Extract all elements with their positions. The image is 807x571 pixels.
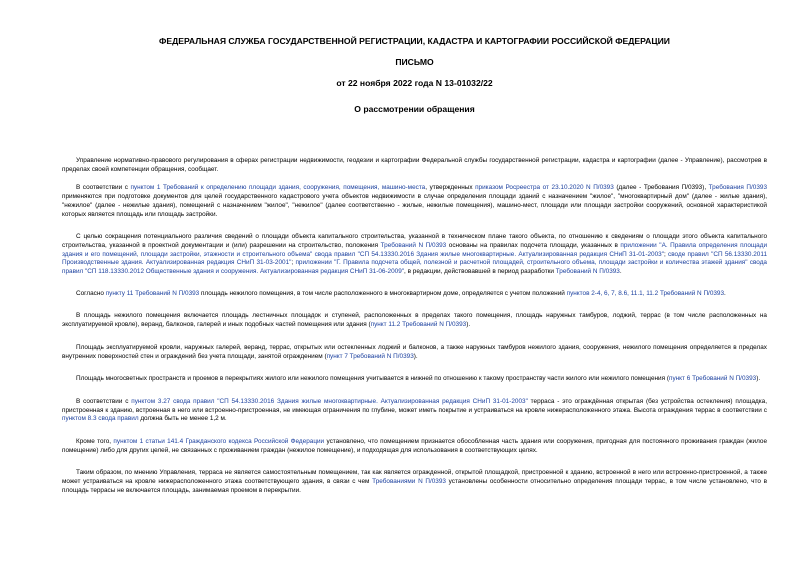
document-link[interactable]: пунктом 1 Требований к определению площади здания, сооружения, помещения, машино-места xyxy=(130,184,426,192)
paragraph xyxy=(62,157,767,174)
paragraph-text: , в редакции, действовавшей в период разработки xyxy=(404,268,556,276)
paragraph xyxy=(62,375,767,384)
document-link[interactable]: Требований N П/0393 xyxy=(555,268,620,276)
document-link[interactable]: приложении "Г. Правила подсчета общей, полезной и расчетной площадей, строительного объема, площади застройки и количества этажей здания" свода правил "СП 118.13330.2012 Общественные здания и сооружения. Актуализированная редакция СНиП 31-06-2009" xyxy=(62,259,767,276)
paragraph xyxy=(62,312,767,329)
paragraph-text: В соответствии с xyxy=(76,397,132,405)
paragraph xyxy=(62,398,767,424)
paragraph-text: ; xyxy=(291,259,296,267)
paragraph-text: установлены особенности относительно определения площади террас, в том числе установлено, что в площадь террасы не включается площадь, занимаемая проемом в перекрытии. xyxy=(62,478,768,494)
document-link[interactable]: пунктом 3.27 свода правил "СП 54.13330.2016 Здания жилые многоквартирные. Актуализированная редакция СНиП 31-01-2003" xyxy=(131,397,528,405)
paragraph-text: ). xyxy=(413,352,418,360)
paragraph-text: основаны на правилах подсчета площади, указанных в xyxy=(446,241,621,249)
document-link[interactable]: приказом Росреестра от 23.10.2020 N П/0393 xyxy=(475,184,614,192)
paragraph-text: ; xyxy=(663,250,669,258)
paragraph-text: применяются при подготовке документов для целей государственного кадастрового учета объектов недвижимости в случае определения площади зданий с назначением "жилое", "многоквартирный дом" (далее - жилые здания), "нежилое" (далее - нежилые здания), помещений с назначением "жилое", "нежилое" (далее соответственно - жилые, нежилые помещения), машино-мест, площади или площади застройки сооружений, основной характеристикой которых является площадь или площадь застройки. xyxy=(62,193,767,218)
paragraph-text: . xyxy=(724,289,726,297)
paragraph xyxy=(62,469,767,495)
paragraph-text: Площадь эксплуатируемой кровли, наружных галерей, веранд, террас, открытых или остекленных лоджий и балконов, а также наружных тамбуров нежилого здания, сооружения, нежилого помещения определяется в пределах внутренних поверхностей стен и ограждений без учета площади, занятой ограждением ( xyxy=(62,343,767,360)
paragraph-text: Площадь многосветных пространств и проемов в перекрытиях жилого или нежилого помещения учитывается в нижней по отношению к такому пространству части жилого или нежилого помещения ( xyxy=(76,375,669,383)
paragraph-text: Таким образом, по мнению Управления, терраса не является самостоятельным помещением, так как является огражденной, открытой площадкой, пристроенной к зданию, встроенной в него или встроенно-пристроенной, а также может устраиваться на кровле нижерасположенного этажа соответствующего здания, в связи с чем xyxy=(62,469,767,486)
document-link[interactable]: пункт 6 Требований N П/0393 xyxy=(669,375,757,383)
document-link[interactable]: пункт 11.2 Требований N П/0393 xyxy=(370,321,467,329)
paragraph xyxy=(62,233,767,277)
document-subject: О рассмотрении обращения xyxy=(354,104,475,114)
paragraph-text: В площадь нежилого помещения включается площадь лестничных площадок и ступеней, расположенных в пределах такого помещения, площадь наружных тамбуров, лоджий, террас (в том числе расположенных на эксплуатируемой кровле), веранд, балконов, галерей и иных подобных частей помещения или здания ( xyxy=(62,312,767,329)
document-type: ПИСЬМО xyxy=(395,57,434,67)
paragraph-text: В соответствии с xyxy=(76,184,131,192)
paragraph xyxy=(62,290,767,299)
paragraph-text: должна быть не менее 1,2 м. xyxy=(138,415,227,423)
document-link[interactable]: Требования П/0393 xyxy=(708,184,768,192)
paragraph-text: (далее - Требования П/0393), xyxy=(613,184,709,192)
paragraph xyxy=(62,344,767,361)
paragraph-text: Управление нормативно-правового регулирования в сферах регистрации недвижимости, геодезии и картографии Федеральной службы государственной регистрации, кадастра и картографии (далее - Управление), рассмотрев в пределах своей компетенции обращения, сообщает. xyxy=(62,157,767,173)
paragraph-text: . xyxy=(619,268,622,276)
paragraph-text: , утвержденных xyxy=(425,184,476,192)
paragraph-text: Согласно xyxy=(76,289,106,297)
agency-heading: ФЕДЕРАЛЬНАЯ СЛУЖБА ГОСУДАРСТВЕННОЙ РЕГИСТРАЦИИ, КАДАСТРА И КАРТОГРАФИИ РОССИЙСКОЙ ФЕДЕРАЦИИ xyxy=(159,36,670,46)
document-link[interactable]: Требованиями N П/0393 xyxy=(372,478,446,486)
document-link[interactable]: пункту 11 Требований N П/0393 xyxy=(105,289,200,297)
paragraph-text: площадь нежилого помещения, в том числе расположенного в многоквартирном доме, определяется с учетом положений xyxy=(199,289,567,297)
paragraph-text: Кроме того, xyxy=(76,438,114,446)
document-link[interactable]: пунктов 2-4, 6, 7, 8.6, 11.1, 11.2 Требований N П/0393 xyxy=(566,289,725,297)
paragraph-text: ). xyxy=(756,375,761,383)
paragraph-text: установлено, что помещением признается обособленная часть здания или сооружения, пригодная для постоянного проживания граждан (жилое помещение) либо для других целей, не связанных с проживанием граждан (нежилое помещение), и подходящая для использования в соответствующих целях. xyxy=(62,438,767,454)
document-link[interactable]: пунктом 8.3 свода правил xyxy=(62,415,139,423)
paragraph xyxy=(62,438,767,455)
document-link[interactable]: приложении "А. Правила определения площади здания и его помещений, площади застройки, этажности и строительного объема" свода правил "СП 54.13330.2016 Здания жилые многоквартирные. Актуализированная редакция СНиП 31-01-2003" xyxy=(62,241,768,258)
document-link[interactable]: пункт 7 Требований N П/0393 xyxy=(326,352,414,360)
document-link[interactable]: Требований N П/0393 xyxy=(380,241,447,249)
document-date-number: от 22 ноября 2022 года N 13-01032/22 xyxy=(336,78,493,88)
paragraph xyxy=(62,184,767,219)
document-link[interactable]: пунктом 1 статьи 141.4 Гражданского кодекса Российской Федерации xyxy=(113,438,325,446)
document-link[interactable]: своде правил "СП 56.13330.2011 Производственные здания. Актуализированная редакция СНиП 31-03-2001" xyxy=(62,250,767,267)
paragraph-text: ). xyxy=(466,321,471,329)
paragraph-text: С целью сокращения потенциального различия сведений о площади объекта капитального строительства, указанной в техническом плане такого объекта, по отношению к сведениям о площади этого объекта капитального строительства, указанной в проектной документации и (или) разрешении на строительство, положения xyxy=(62,233,767,249)
paragraph-text: терраса - это ограждённая открытая (без устройства остекления) площадка, пристроенная к зданию, встроенная в него или встроенно-пристроенная, не имеющая ограничения по глубине, может иметь покрытие и устраиваться на кровле нижерасположенного этажа. Высота ограждения террас в соответствии с xyxy=(62,397,767,414)
